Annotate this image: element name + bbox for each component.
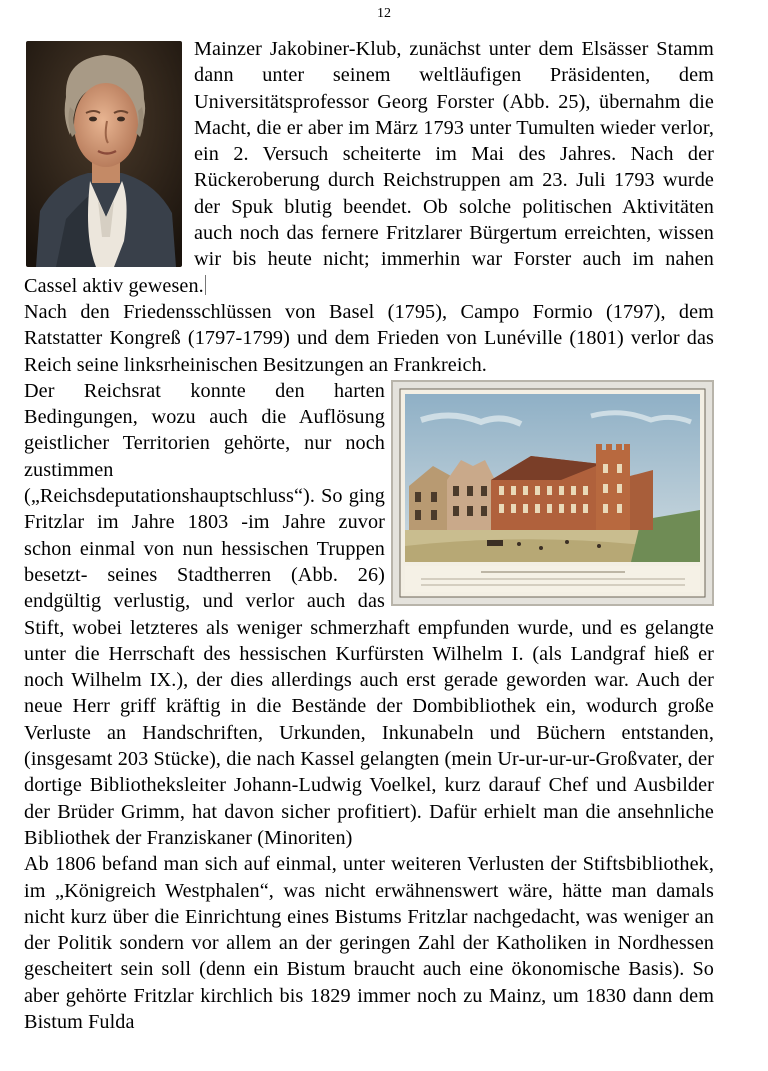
paragraph-westphalen: Ab 1806 befand man sich auf einmal, unter weiteren Verlusten der Stiftsbibliothek, im „Königreich Westphalen“, was nicht erwähnenswert wäre, hätte man damals nicht kurz über die Einrichtung eines Bistums Fritzlar nachgedacht, was weniger an der Politik sondern vor allem an der geringen Zahl der Katholiken in Nordhessen gescheitert sein soll (denn ein Bistum braucht auch eine ökonomische Basis). So aber gehörte Fritzlar kirchlich bis 1829 immer noch zu Mainz, um 1830 dann dem Bistum Fulda — [24, 853, 714, 1033]
portrait-georg-forster — [26, 41, 182, 267]
document-body — [24, 36, 714, 1035]
page-number: 12 — [377, 6, 391, 21]
paragraph-reichsrat: Der Reichsrat konnte den harten Bedingungen, wozu auch die Auflösung geistlicher Territorien gehörte, nur noch zustimmen („Reichsdeputationshauptschluss“). So ging Fritzlar im Jahre 1803 -im Jahre zuvor schon einmal von nun hessischen Truppen besetzt- seines Stadtherren (Abb. 26) endgültig verlustig, und verlor auch das Stift, wobei letzteres als weniger schmerzhaft empfunden wurde, und es gelangte unter die Herrschaft des hessischen Kurfürsten Wilhelm I. (als Landgraf hieß er noch Wilhelm IX.), der dies allerdings auch erst gerade geworden war. Auch der neue Herr griff kräftig in die Bestände der Dombibliothek ein, wodurch große Verluste an Handschriften, Urkunden, Inkunabeln und Büchern entstanden, (insgesamt 203 Stücke), die nach Kassel gelangten (mein Ur-ur-ur-ur-Großvater, der dortige Bibliotheksleiter Johann-Ludwig Voelkel, kurz darauf Chef und Ausbilder der Brüder Grimm, hat davon sicher profitiert). Dafür erhielt man die ansehnliche Bibliothek der Franziskaner (Minoriten) — [24, 379, 714, 849]
paragraph-friedensschluesse: Nach den Friedensschlüssen von Basel (1795), Campo Formio (1797), dem Ratstatter Kongreß (1797-1799) und dem Frieden von Lunéville (1801) verlor das Reich seine linksrheinischen Besitzungen an Frankreich. — [24, 300, 714, 376]
painting-mainz-palace — [391, 380, 714, 606]
text-cursor — [205, 275, 206, 295]
paragraph-jakobiner: Mainzer Jakobiner-Klub, zunächst unter dem Elsässer Stamm dann unter seinem weltläufigen Präsidenten, dem Universitätsprofessor Georg Forster (Abb. 25), übernahm die Macht, die er aber im März 1793 unter Tumulten wieder verlor, ein 2. Versuch scheiterte im Mai des Jahres. Nach der Rückeroberung durch Reichstruppen am 23. Juli 1793 wurde der Spuk blutig beendet. Ob solche politischen Aktivitäten auch noch das fernere Fritzlarer Bürgertum erreichten, wissen wir bis heute nicht; immerhin war Forster auch im nahen Cassel aktiv gewesen. — [24, 38, 714, 297]
